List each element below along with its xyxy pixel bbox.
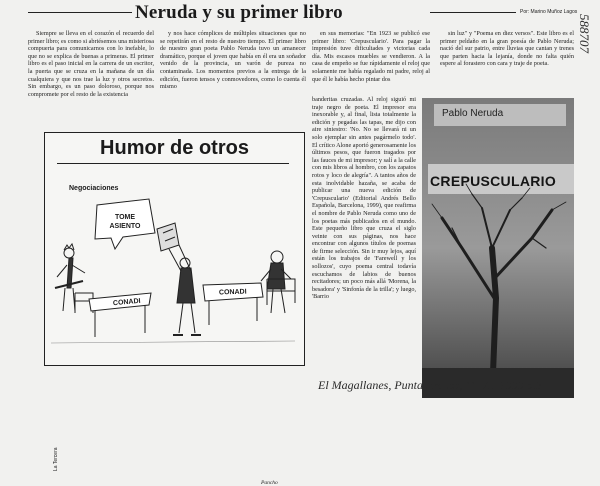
floor-line	[51, 341, 295, 343]
headline-rule-left	[28, 12, 132, 13]
source-annotation: El Magallanes, Punta Arenas, 11-VII-1999 p.3	[318, 378, 542, 392]
article-text-2: y nos hace cómplices de múltiples situaciones que no se repetirán en el resto de nuestro tiempo. El primer libro de nuestro gran poeta Pablo Neruda tuvo un amanecer dramático, porque el joven que había en él era un soñador venido de la provincia, un varón de pureza no contaminada. Los momentos previos a la entrega de la edición, fueron tensos y conmovedores, como lo cuenta él mismo	[160, 30, 306, 91]
article-headline: Neruda y su primer libro	[135, 2, 343, 23]
article-text-4: sin luz" y "Poema en diez versos". Este libro es el primer peldaño en la gran poesía de Pablo Neruda; nació del sur patrio, entre lluvias que cantan y trenes que parten hacia la lejanía, donde no falta quién espere al forastero con cara y traje de poeta.	[440, 30, 574, 68]
article-text-1: Siempre se lleva en el corazón el recuerdo del primer libro; es como si abriésemos una misteriosa compuerta para comunicarnos con lo inefable, lo que no se explica de buenas a primeras. El primer libro es el paso inicial en la carrera de un escritor, la puerta que se cruza en la mañana de un día cualquiera y que nos trae la luz y otros secretos. Sin embargo, es un paso doloroso, porque nos compromete por el resto de la existencia	[28, 30, 154, 98]
cover-author: Pablo Neruda	[442, 108, 504, 119]
article-column-1	[28, 30, 154, 126]
cover-title: CREPUSCULARIO	[430, 173, 557, 189]
right-figure	[261, 251, 291, 313]
article-column-4	[440, 30, 574, 94]
headline-rule-right	[430, 12, 516, 13]
cartoon-signature: Pancho	[261, 480, 278, 486]
article-text-3a: en sus memorias: "En 1923 se publicó ese primer libro: 'Crepusculario'. Para pagar la impresión tuve dificultades y victorias cada día. Mis escasos muebles se vendieron. A la casa de empeño se fue rápidamente el reloj que solamente me había regalado mi padre, reloj al que él le había hecho pintar dos	[312, 30, 430, 83]
cover-background	[422, 98, 574, 398]
center-figure	[157, 223, 201, 335]
byline: Por: Marino Muñoz Lagos	[520, 9, 578, 15]
article-text-3b: banderitas cruzadas. Al reloj siguió mi traje negro de poeta. El impresor era inexorable y, al final, lista totalmente la edición y pegadas las tapas, me dijo con aire siniestro: 'No. No se llevará ni un solo ejemplar sin antes pagármelo todo'. El crítico Alone aportó generosamente los últimos pesos, que fueron tragados por las fauces de mi impresor; y salí a la calle con mis libros al hombro, con los zapatos rotos y loco de alegría". A tantos años de esta inolvidable hazaña, se acaba de publicar una nueva edición de 'Crepusculario' (Editorial Andrés Bello Española, Barcelona, 1999), que reafirma el nombre de Pablo Neruda como uno de los poetas más publicados en el mundo. Este pequeño libro que cruza el siglo veinte con sus páginas, nos hace encontrar con algunos títulos de poemas de firme selección. Sin ir muy lejos, aquí están los trabajos de 'Farewell y los sollozos', cuyo poema central todavía escuchamos de labios de buenos recitadores; un poco más allá 'Morena, la besadora' y 'Sinfonía de la trilla'; y luego, 'Barrio	[312, 96, 416, 301]
cartoon-title: Humor de otros	[100, 137, 249, 159]
table-left-label: CONADI	[112, 297, 141, 308]
book-cover-image	[422, 98, 574, 398]
cartoon-credit: La Tercera	[53, 447, 59, 471]
margin-number: 588707	[577, 14, 592, 53]
speech-bubble-text: TOME ASIENTO	[109, 214, 141, 230]
cartoon-subtitle: Negociaciones	[69, 185, 119, 192]
table-right-label: CONADI	[218, 288, 247, 297]
cartoon-drawing	[45, 193, 304, 363]
article-column-3	[312, 96, 416, 378]
cartoon-box	[44, 132, 305, 486]
cartoon-title-rule	[57, 163, 289, 164]
article-column-3-top	[312, 30, 430, 96]
article-column-2	[160, 30, 306, 126]
